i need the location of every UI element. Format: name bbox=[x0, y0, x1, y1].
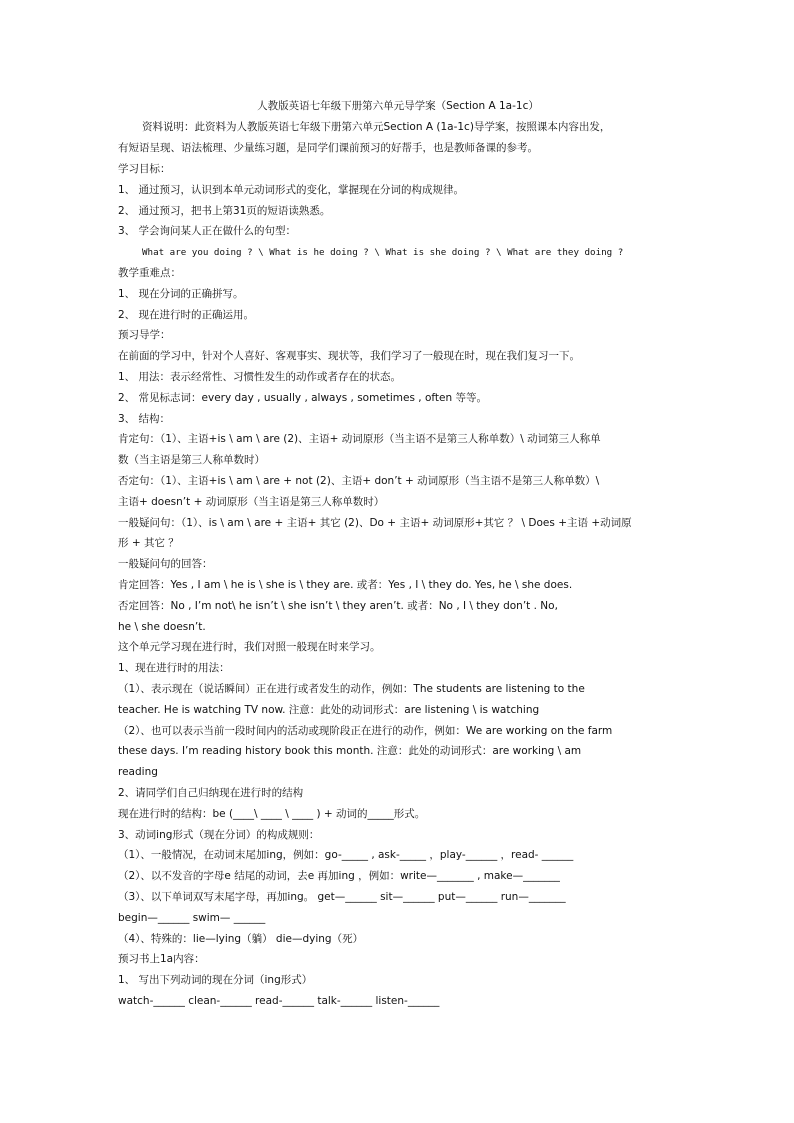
text-line: 2、 现在进行时的正确运用。 bbox=[118, 309, 255, 321]
text-line: 1、 写出下列动词的现在分词（ing形式） bbox=[118, 974, 313, 986]
text-line: （1）、一般情况，在动词末尾加ing，例如：go-_____ , ask-_____ ，play-______ ，read- ______ bbox=[118, 849, 574, 861]
text-line: these days. I’m reading history book this month. 注意：此处的动词形式：are working \ am bbox=[118, 745, 582, 757]
text-line: 否定句：（1）、主语+is \ am \ are + not (2)、主语+ don’t + 动词原形（当主语不是第三人称单数）\ bbox=[118, 475, 600, 487]
text-line: 肯定回答：Yes , I am \ he is \ she is \ they are. 或者：Yes , I \ they do. Yes, he \ she does. bbox=[118, 579, 573, 591]
text-line: What are you doing ? \ What is he doing ? \ What is she doing ? \ What are they doing ? bbox=[142, 247, 624, 258]
text-line: 有短语呈现、语法梳理、少量练习题，是同学们课前预习的好帮手，也是教师备课的参考。 bbox=[118, 142, 538, 154]
text-line: 3、 学会询问某人正在做什么的句型： bbox=[118, 225, 297, 237]
text-line: 数（当主语是第三人称单数时） bbox=[118, 454, 265, 466]
text-line: 1、 通过预习，认识到本单元动词形式的变化，掌握现在分词的构成规律。 bbox=[118, 184, 465, 196]
text-line: 资料说明：此资料为人教版英语七年级下册第六单元Section A (1a-1c)导学案，按照课本内容出发， bbox=[142, 121, 611, 133]
text-line: 2、 通过预习，把书上第31页的短语读熟悉。 bbox=[118, 205, 331, 217]
text-line: （3）、以下单词双写末尾字母，再加ing。 get—______ sit—______ put—______ run—_______ bbox=[118, 891, 566, 903]
section-heading: 学习目标： bbox=[118, 163, 171, 175]
text-line: （2）、也可以表示当前一段时间内的活动或现阶段正在进行的动作，例如：We are working on the farm bbox=[118, 725, 613, 737]
section-heading: 预习导学： bbox=[118, 329, 171, 341]
text-line: 这个单元学习现在进行时，我们对照一般现在时来学习。 bbox=[118, 641, 381, 653]
text-line: 1、 现在分词的正确拼写。 bbox=[118, 288, 244, 300]
text-line: reading bbox=[118, 766, 158, 778]
text-line: he \ she doesn’t. bbox=[118, 621, 206, 633]
section-heading: 2、请同学们自己归纳现在进行时的结构 bbox=[118, 787, 304, 799]
section-heading: 3、动词ing形式（现在分词）的构成规则： bbox=[118, 829, 320, 841]
section-heading: 1、现在进行时的用法： bbox=[118, 662, 230, 674]
text-line: 现在进行时的结构：be (____\ ____ \ ____ ) + 动词的_____形式。 bbox=[118, 808, 426, 820]
text-line: （1）、表示现在（说话瞬间）正在进行或者发生的动作，例如：The students are listening to the bbox=[118, 683, 585, 695]
text-line: （4）、特殊的：lie—lying（躺） die—dying（死） bbox=[118, 933, 364, 945]
text-line: teacher. He is watching TV now. 注意：此处的动词形式：are listening \ is watching bbox=[118, 704, 540, 716]
text-line: （2）、以不发音的字母e 结尾的动词，去e 再加ing ，例如：write—_______ , make—_______ bbox=[118, 870, 560, 882]
document-title: 人教版英语七年级下册第六单元导学案（Section A 1a-1c） bbox=[257, 100, 539, 112]
text-line: 否定回答：No , I’m not\ he isn’t \ she isn’t \ they aren’t. 或者：No , I \ they don’t . No, bbox=[118, 600, 558, 612]
text-line: 一般疑问句：（1）、is \ am \ are + 主语+ 其它 (2)、Do + 主语+ 动词原形+其它 ？ \ Does +主语 +动词原 bbox=[118, 517, 632, 529]
text-line: 3、 结构： bbox=[118, 413, 171, 425]
text-line: 肯定句：（1）、主语+is \ am \ are (2)、主语+ 动词原形（当主语不是第三人称单数）\ 动词第三人称单 bbox=[118, 433, 601, 445]
section-heading: 一般疑问句的回答： bbox=[118, 558, 213, 570]
text-line: 形 + 其它 ？ bbox=[118, 537, 179, 549]
text-line: 2、 常见标志词：every day , usually , always , sometimes , often 等等。 bbox=[118, 392, 487, 404]
text-line: watch-______ clean-______ read-______ talk-______ listen-______ bbox=[118, 995, 440, 1007]
section-heading: 预习书上1a内容： bbox=[118, 953, 205, 965]
text-line: 在前面的学习中，针对个人喜好、客观事实、现状等，我们学习了一般现在时，现在我们复习一下。 bbox=[118, 350, 580, 362]
section-heading: 教学重难点： bbox=[118, 267, 181, 279]
text-line: begin—______ swim— ______ bbox=[118, 912, 266, 924]
text-line: 主语+ doesn’t + 动词原形（当主语是第三人称单数时） bbox=[118, 496, 385, 508]
text-line: 1、 用法：表示经常性、习惯性发生的动作或者存在的状态。 bbox=[118, 371, 402, 383]
